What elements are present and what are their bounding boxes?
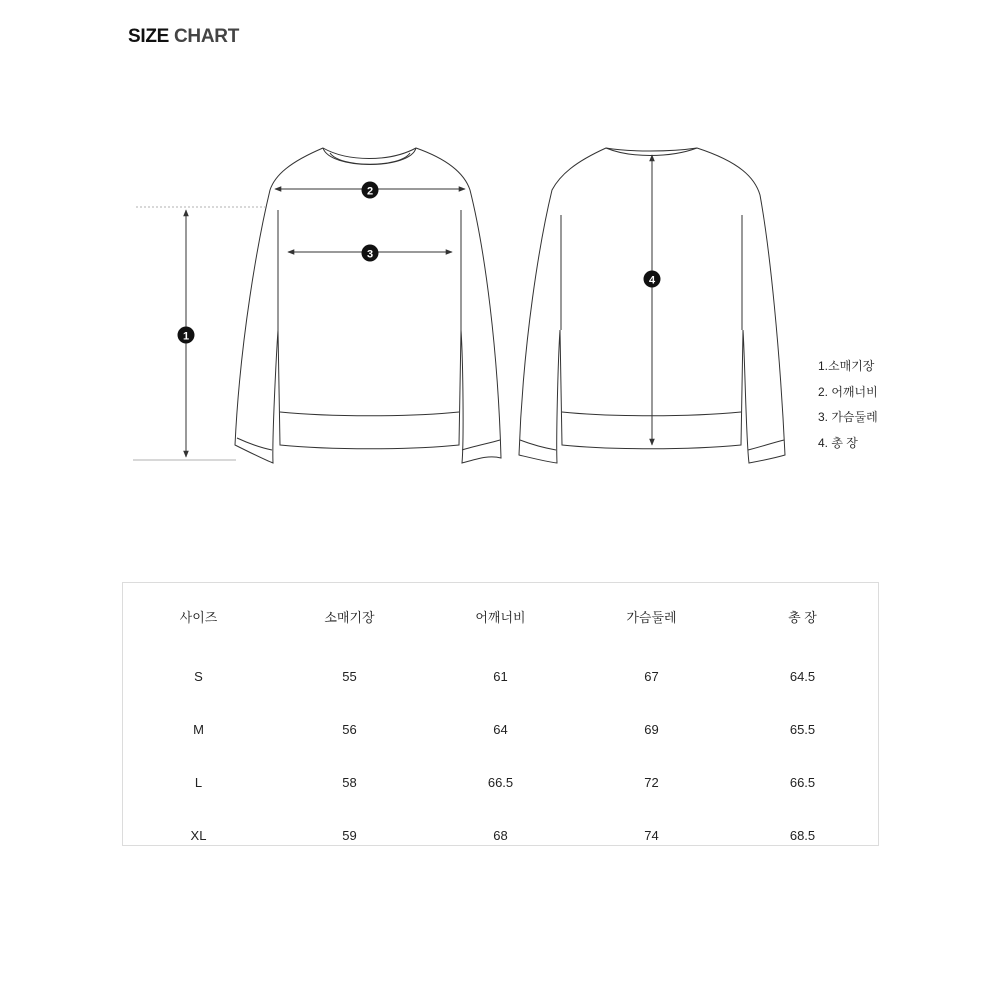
title-bold: SIZE	[128, 26, 170, 47]
measurement-lines-front	[133, 189, 465, 460]
header-sleeve-length: 소매기장	[324, 609, 375, 625]
table-header-row	[123, 583, 878, 650]
svg-text:3: 3	[366, 248, 374, 261]
table-cell: 55	[342, 669, 357, 684]
table-cell: 68	[493, 828, 508, 843]
header-total-length: 총 장	[788, 609, 817, 625]
table-row	[123, 809, 878, 862]
table-cell: S	[194, 669, 203, 684]
table-row	[123, 703, 878, 756]
table-cell: 74	[644, 828, 659, 843]
title-light: CHART	[174, 26, 240, 47]
table-cell: 72	[644, 775, 659, 790]
header-size: 사이즈	[179, 609, 218, 625]
table-cell: 64.5	[789, 669, 816, 684]
table-cell: 56	[342, 722, 357, 737]
table-cell: 66.5	[487, 775, 514, 790]
legend-item: 1.소매기장	[818, 359, 875, 373]
table-cell: M	[193, 722, 204, 737]
table-cell: 61	[493, 669, 508, 684]
marker-4	[644, 271, 661, 288]
table-row	[123, 756, 878, 809]
table-cell: 66.5	[789, 775, 816, 790]
marker-2	[362, 182, 379, 199]
table-cell: 64	[493, 722, 508, 737]
header-shoulder-width: 어깨너비	[475, 609, 526, 625]
legend-item: 4. 총 장	[818, 436, 858, 451]
svg-text:2: 2	[366, 185, 374, 198]
table-cell: 69	[644, 722, 659, 737]
table-cell: 67	[644, 669, 659, 684]
table-cell: 65.5	[789, 722, 816, 737]
table-cell: XL	[190, 828, 207, 843]
marker-3	[362, 245, 379, 262]
legend-item: 3. 가슴둘레	[818, 410, 878, 425]
svg-text:1: 1	[182, 330, 190, 343]
table-cell: 59	[342, 828, 357, 843]
header-chest: 가슴둘레	[626, 609, 677, 625]
measurement-legend	[818, 358, 878, 461]
marker-1	[178, 327, 195, 344]
legend-item: 2. 어깨너비	[818, 384, 878, 399]
table-row	[123, 650, 878, 703]
table-cell: 68.5	[789, 828, 816, 843]
table-cell: L	[194, 775, 203, 790]
table-cell: 58	[342, 775, 357, 790]
size-table	[122, 582, 879, 846]
svg-text:4: 4	[648, 274, 656, 287]
